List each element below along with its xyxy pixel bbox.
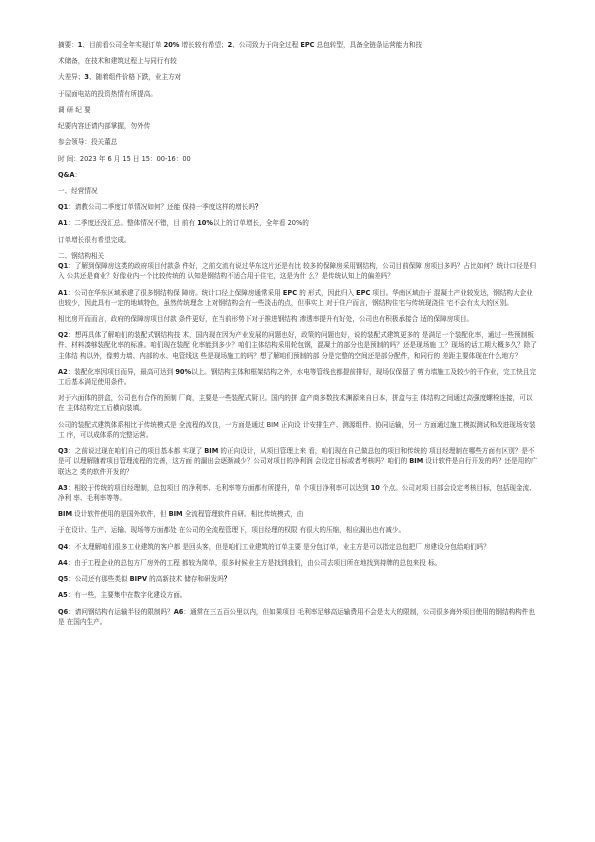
answer-text: ：二季度还没汇总。整体情况不错，目 前有	[67, 219, 198, 228]
sec2-q4	[58, 542, 538, 552]
sec2-a3-p2	[58, 509, 538, 519]
question-text: 的高新技术 储存和研发吗	[147, 575, 224, 584]
question-text: 设计软件是自行开发的吗？还是用的广联达之 类的软件开发的？	[58, 457, 538, 476]
summary-num-1: 1	[77, 41, 83, 49]
sec2-a1	[58, 288, 538, 308]
summary-label: 摘要：	[58, 41, 78, 49]
sec1-a1	[58, 218, 538, 228]
meeting-time: 时 间：2023 年 6 月 15 日 15：00-16：00	[58, 154, 191, 163]
summary-pct: 20%	[163, 41, 180, 49]
answer-pct: 10%	[197, 219, 213, 228]
sec2-q3	[58, 446, 538, 477]
question-label: Q4	[58, 542, 69, 551]
answer-number: 10	[370, 483, 380, 492]
answer-text: ：公司在华东区域承建了很多钢结构保 障房。统计口径上保障房通常采用	[67, 288, 283, 297]
question-label: Q2	[58, 331, 69, 340]
question-mark: ？	[254, 203, 262, 212]
answer-text: ：通常在三五百公里以内，但如果项目 毛利率足够高运输费用不会是太大的限制，公司很多海外项目使用的钢结构构件也是 在国内生产。	[58, 607, 535, 626]
question-text: ：了解到保障房这类的政府项目付款条 件好，之前交流有说过华东这片还是有比 较多的保障房采用钢结构，公司目前保障 房项目多吗？占比如何？统计口径是归入 公共还是商业？好像业内一个比较传统的 认知是钢结构不适合用于住宅，这是为什 么？是传统认知上的偏差吗？	[58, 262, 537, 281]
question-text: ：之前说过现在咱们自己的项目基本都 实现了	[68, 447, 205, 456]
sec1-a1-cont: 订单增长很有希望完成。	[58, 235, 131, 244]
answer-pct: 90%	[175, 367, 192, 376]
summary-line-1	[58, 40, 538, 50]
sec2-a2-p3: 公司的装配式建筑体系相比于传统模式是 全流程的改良，一方面是通过 BIM 正向设 计安排生产、测源组件、协同运输，另一 方面通过施工模拟测试和改进现场安装工 序，可以成体系的完整运营。	[58, 420, 536, 439]
answer-label: A4	[58, 558, 68, 567]
question-label: Q6	[58, 607, 69, 616]
question-text: 的正向设计，从项目管理上来 看，咱们现在自己做总包的项目和传统的 项目经理制在哪些方面有区别？是不是可 以理解随着项目管理流程的完善，这方面 的漏出会逐渐减少？公司对项目的净利润 会设定目标或者考核吗？咱们的	[58, 447, 535, 466]
answer-text: ：有一些，主要集中在数字化建设方面。	[67, 591, 187, 600]
sec2-a1-p2: 相比房开而而言，政府的保障房项目付款 条件更好，在当前形势下对于推进钢结构 渗透率提升有好处，公司也有积极承接合 适的保障房项目。	[58, 314, 474, 323]
summary-line-4: 于屋面电站的投资热情有所提高。	[58, 89, 157, 98]
sec2-q2	[58, 330, 538, 361]
answer-text: ：由于工程企业的总包方厂房外的工程 都较为简单，很多时候业主方是找到我们，由公司去项目所在地找到持牌的总包来投 标。	[67, 558, 442, 567]
sec1-q1	[58, 202, 538, 212]
notice-text: 纪要内容还请内部掌握，勿外传	[58, 122, 151, 131]
summary-text: 、目前看公司全年实现订单	[82, 41, 164, 49]
sec2-q5	[58, 574, 538, 584]
answer-text: 以上。钢结构主体和框架结构之外，水电等管线也都提前排好，现场仅保留了 剪力墙施工及较少的干作业，完工快且完 工后基本满足使用条件。	[58, 367, 537, 387]
section-2-title: 二、钢结构相关	[58, 251, 105, 260]
summary-num-2: 2	[227, 41, 233, 49]
participants: 参会领导：投关董总	[58, 138, 118, 147]
answer-text: 项目。华南区域由于 混凝土产业较发达，钢结构大企业也较少，因此具有一定的地域特色，虽然传统理念 上对钢结构会有一些淡击的点，但事实上 对于住户而言，钢结构住宅与传统现浇住 宅不会有太大的区别。	[58, 288, 533, 307]
answer-text: 以上的订单增长，全年看 20%的	[212, 219, 309, 228]
summary-line-3	[58, 72, 538, 82]
sec2-a2-p2: 对于六面体的拼盒，公司也有合作的预制 厂商，主要是一些装配式厨卫。国内的拼 盒产商多数技术渊源来自日本，拼盒与主 体结构之间通过高强度螺栓连接，可以在 主体结构完工后横向装填。	[58, 394, 533, 413]
document-page	[58, 40, 538, 627]
answer-label: A1	[58, 219, 68, 228]
question-label: Q3	[58, 447, 69, 456]
sec2-a4	[58, 558, 538, 568]
notice-title: 调 研 纪 要	[58, 105, 91, 114]
summary-text: 、公司致力于向全过程	[232, 41, 301, 49]
qa-label: Q&A	[58, 170, 75, 179]
question-text: ：公司还有那些类似	[68, 575, 130, 584]
answer-label: A5	[58, 591, 68, 600]
answer-label: A3	[58, 483, 68, 492]
summary-text: 、随着组件价格下跌，业主方对	[88, 73, 182, 82]
answer-label: A2	[58, 367, 68, 376]
question-label: Q1	[58, 262, 69, 271]
answer-text: 个点。公司对项 目部会设定考核目标，包括现金流、净利 率、毛利率等等。	[58, 483, 536, 502]
question-mark: ？	[223, 575, 231, 584]
question-bim: BIM	[204, 447, 219, 456]
answer-label: A6	[173, 607, 184, 616]
sec2-a2	[58, 367, 538, 387]
question-text: ：请问钢结构有运输半径的限制吗？	[68, 607, 174, 616]
sec2-a5	[58, 590, 538, 600]
answer-bim: BIM	[168, 510, 183, 519]
section-1-title: 一、经营情况	[58, 186, 98, 195]
answer-text: 设计软件使用的是国外软件，但	[72, 510, 169, 519]
question-label: Q1	[58, 203, 69, 212]
summary-text: 总包转型，具备全链条运营能力和技	[314, 41, 423, 49]
sec2-q6-a6	[58, 607, 538, 627]
question-text: ：想再具体了解咱们的装配式钢结构技 术，国内现在因为产业发展的问题也好，政策的问题也好，说的装配式建筑更多的 是满足一个装配化率，通过一些预制板件、材料凑够装配化率的标准。咱们现在装配 化率能到多少？咱们主体结构采用轮包钢，混凝土的部分也是预制的吗？还是现场施 工？现场的话工期大概多久？除了主体结 构以外，像剪力墙、内部的水、电管线这 些是现场施工的吗？想了解咱们预制的部 分是完整的空间还是部分配件，和同行的 差距主要体现在什么地方？	[58, 331, 537, 360]
qa-heading	[58, 170, 538, 180]
answer-label: A1	[58, 288, 68, 297]
question-bipv: BIPV	[129, 575, 148, 584]
qa-colon: ：	[74, 170, 82, 179]
summary-num-3: 3	[84, 73, 89, 82]
answer-text: 的 形式，因此归入	[297, 288, 357, 297]
sec2-a3-p3: 于在设计、生产、运输、现场等方面都处 在公司的全流程管理下，项目经理的权限 有很大的压缩，相应漏出也有减少。	[58, 526, 406, 535]
answer-epc: EPC	[282, 288, 298, 297]
answer-bim: BIM	[58, 510, 73, 519]
summary-text: 增长较有希望；	[179, 41, 228, 49]
summary-line-2: 术储备，在技术和建筑过程上与同行有较	[58, 57, 177, 66]
question-label: Q5	[58, 575, 69, 584]
answer-text: ：相较于传统的项目经理制，总包项目 的净利率、毛利率等方面都有所提升，单 个项目净利率可以达到	[67, 483, 371, 492]
sec2-q1	[58, 261, 538, 281]
answer-text: ：装配化率因项目而异，最高可达到	[67, 367, 176, 376]
sec2-a3	[58, 483, 538, 503]
answer-text: 全流程管理软件自研。相比传统模式，由	[182, 510, 304, 519]
question-bim: BIM	[409, 457, 424, 466]
summary-epc: EPC	[300, 41, 315, 49]
question-text: ：不太理解咱们很多工业建筑的客户都 是回头客，但是咱们工业建筑的订单主要 是分包订单，业主方是可以指定总包把厂 房建设分包给咱们吗？	[68, 542, 490, 551]
question-text: ：请教公司二季度订单情况如何？还能 保持一季度这样的增长吗	[68, 203, 255, 212]
answer-epc: EPC	[356, 288, 371, 297]
summary-text: 大差异；	[58, 73, 85, 82]
